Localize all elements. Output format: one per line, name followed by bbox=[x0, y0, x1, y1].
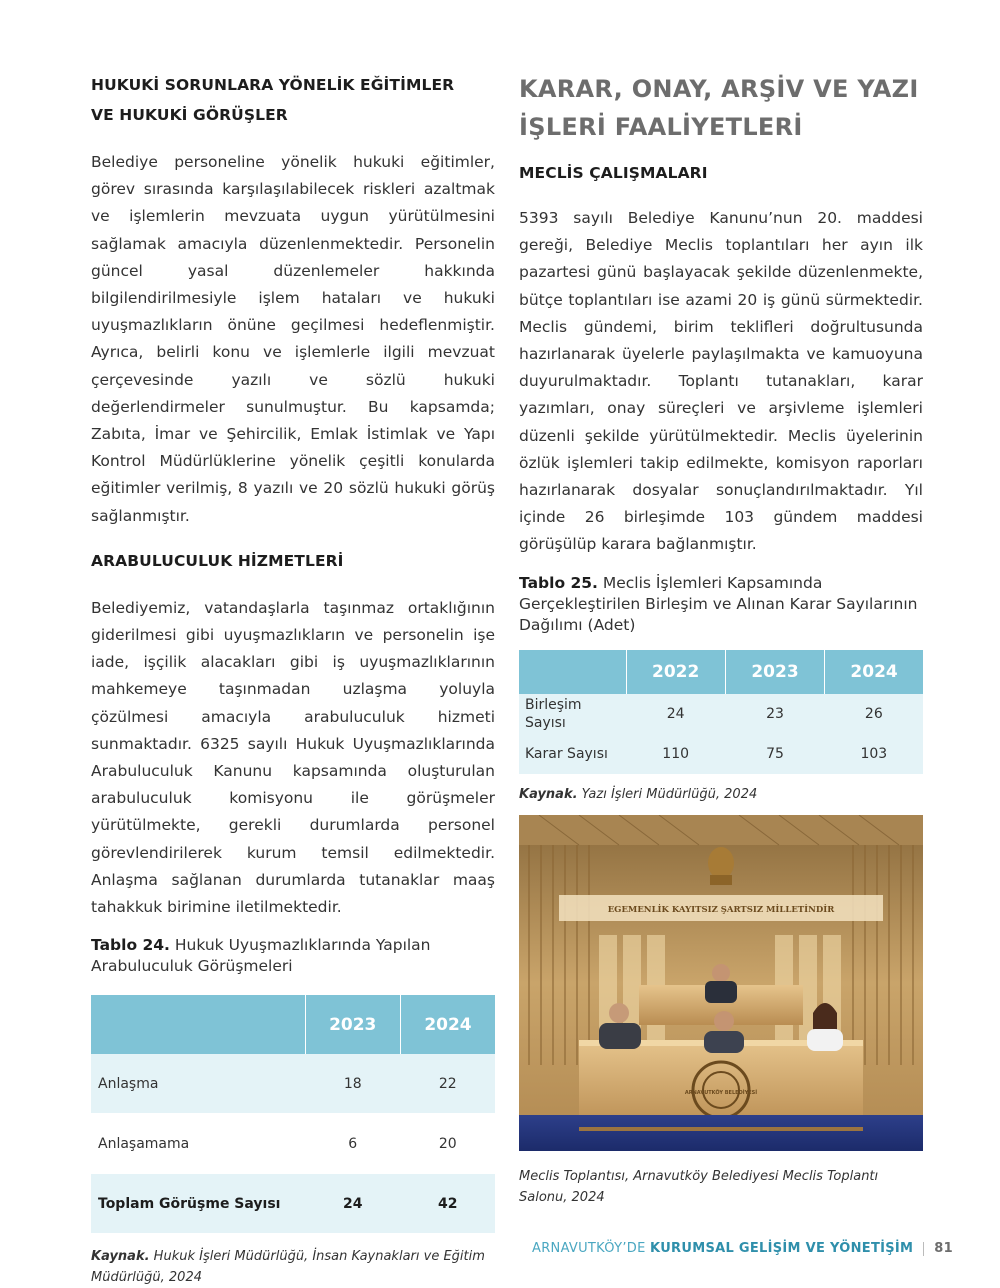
table-25-source: Kaynak. Yazı İşleri Müdürlüğü, 2024 bbox=[519, 786, 758, 802]
table-24-source: Kaynak. Hukuk İşleri Müdürlüğü, İnsan Kaynakları ve Eğitim Müdürlüğü, 2024 bbox=[91, 1249, 485, 1286]
cell-2024: 22 bbox=[400, 1054, 495, 1114]
cell-2022: 110 bbox=[626, 734, 725, 774]
cell-2023: 23 bbox=[725, 694, 824, 734]
footer-part-2: KURUMSAL GELİŞİM VE YÖNETİŞİM bbox=[650, 1241, 914, 1256]
cell-2024: 42 bbox=[400, 1174, 495, 1234]
table-header-2023: 2023 bbox=[725, 650, 824, 694]
table-25-caption: Tablo 25. Meclis İşlemleri Kapsamında Gerçekleştirilen Birleşim ve Alınan Karar Sayılarının Dağılımı (Adet) bbox=[519, 573, 918, 634]
table-total-row bbox=[91, 1174, 495, 1234]
table-header-2024: 2024 bbox=[825, 650, 923, 694]
council-heading: MECLİS ÇALIŞMALARI bbox=[519, 164, 708, 182]
page-number: 81 bbox=[934, 1241, 953, 1256]
table-header-row bbox=[91, 995, 495, 1054]
seal-text: ARNAVUTKÖY BELEDİYESİ bbox=[684, 1090, 758, 1096]
row-label: Anlaşma bbox=[91, 1054, 305, 1114]
row-label: Toplam Görüşme Sayısı bbox=[91, 1174, 305, 1234]
title-line-2: İŞLERİ FAALİYETLERİ bbox=[519, 113, 803, 141]
cell-2023: 6 bbox=[305, 1114, 400, 1174]
table-header-empty bbox=[91, 995, 305, 1054]
council-paragraph: 5393 sayılı Belediye Kanunu’nun 20. maddesi gereği, Belediye Meclis toplantıları her ayın ilk pazartesi günü başlayacak şekilde düzenlenmekte, bütçe toplantıları ise azami 20 iş günü sürmektedir. Meclis gündemi, birim teklifleri doğrultusunda hazırlanarak üyelerle paylaşılmakta ve kamuoyuna duyurulmaktadır. Toplantı tutanakları, karar yazımları, onay süreçleri ve arşivleme işlemleri düzenli şekilde yürütülmektedir. Meclis üyelerinin özlük işlemleri takip edilmekte, komisyon raporları hazırlanarak dosyalar sonuçlandırılmaktadır. Yıl içinde 26 birleşimde 103 gündem maddesi görüşülüp karara bağlanmıştır. bbox=[519, 209, 923, 554]
cell-2024: 20 bbox=[400, 1114, 495, 1174]
cell-2024: 103 bbox=[825, 734, 923, 774]
table-header-2024: 2024 bbox=[400, 995, 495, 1054]
table-24 bbox=[91, 995, 495, 1234]
photo-caption: Meclis Toplantısı, Arnavutköy Belediyesi Meclis Toplantı Salonu, 2024 bbox=[519, 1169, 879, 1205]
heading-line-2: VE HUKUKİ GÖRÜŞLER bbox=[91, 106, 288, 124]
cell-2024: 26 bbox=[825, 694, 923, 734]
cell-2023: 24 bbox=[305, 1174, 400, 1234]
left-column bbox=[91, 70, 495, 1288]
legal-training-heading bbox=[91, 70, 495, 130]
table-row bbox=[91, 1054, 495, 1114]
table-25 bbox=[519, 650, 923, 774]
cell-2023: 18 bbox=[305, 1054, 400, 1114]
table-row bbox=[519, 694, 923, 734]
footer-separator bbox=[923, 1242, 924, 1256]
table-header-2022: 2022 bbox=[626, 650, 725, 694]
row-label: Birleşim Sayısı bbox=[519, 694, 626, 734]
section-title bbox=[519, 70, 923, 146]
heading-line-1: HUKUKİ SORUNLARA YÖNELİK EĞİTİMLER bbox=[91, 76, 455, 94]
mediation-heading: ARABULUCULUK HİZMETLERİ bbox=[91, 551, 344, 570]
table-24-caption: Tablo 24. Hukuk Uyuşmazlıklarında Yapılan Arabuluculuk Görüşmeleri bbox=[91, 936, 431, 976]
right-column bbox=[519, 70, 923, 805]
row-label: Karar Sayısı bbox=[519, 734, 626, 774]
row-label: Anlaşamama bbox=[91, 1114, 305, 1174]
table-row bbox=[91, 1114, 495, 1174]
title-line-1: KARAR, ONAY, ARŞİV VE YAZI bbox=[519, 75, 919, 103]
cell-2022: 24 bbox=[626, 694, 725, 734]
cell-2023: 75 bbox=[725, 734, 824, 774]
page-footer bbox=[532, 1241, 953, 1256]
footer-part-1: ARNAVUTKÖY’DE bbox=[532, 1241, 651, 1256]
council-meeting-photo bbox=[519, 815, 923, 1151]
table-header-2023: 2023 bbox=[305, 995, 400, 1054]
banner-text: EGEMENLİK KAYITSIZ ŞARTSIZ MİLLETİNDİR bbox=[607, 905, 835, 915]
table-header-empty bbox=[519, 650, 626, 694]
table-row bbox=[519, 734, 923, 774]
legal-training-paragraph: Belediye personeline yönelik hukuki eğitimler, görev sırasında karşılaşılabilecek riskleri azaltmak ve işlemlerin mevzuata uygun yürütülmesini sağlamak amacıyla düzenlenmektedir. Personelin güncel yasal düzenlemeler hakkında bilgilendirilmesiyle işlem hataları ve hukuki uyuşmazlıkların önüne geçilmesi hedeflenmiştir. Ayrıca, belirli konu ve işlemlerle ilgili mevzuat çerçevesinde yazılı ve sözlü hukuki değerlendirmeler sunulmuştur. Bu kapsamda; Zabıta, İmar ve Şehircilik, Emlak İstimlak ve Yapı Kontrol Müdürlüklerine yönelik çeşitli konularda eğitimler verilmiş, 8 yazılı ve 20 sözlü hukuki görüş sağlanmıştır. bbox=[91, 153, 495, 525]
table-header-row bbox=[519, 650, 923, 694]
mediation-paragraph: Belediyemiz, vatandaşlarla taşınmaz ortaklığının giderilmesi gibi uyuşmazlıkların ve personelin işe iade, işçilik alacakları gibi iş uyuşmazlıklarının mahkemeye taşınmadan uzlaşma yoluyla çözülmesi amacıyla arabuluculuk hizmeti sunmaktadır. 6325 sayılı Hukuk Uyuşmazlıklarında Arabuluculuk Kanunu kapsamında oluşturulan arabuluculuk komisyonu ile görüşmeler yürütülmekte, gerekli durumlarda personel görevlendirilerek kurum temsil edilmektedir. Anlaşma sağlanan durumlarda tutanaklar maaş tahakkuk birimine iletilmektedir. bbox=[91, 598, 495, 917]
